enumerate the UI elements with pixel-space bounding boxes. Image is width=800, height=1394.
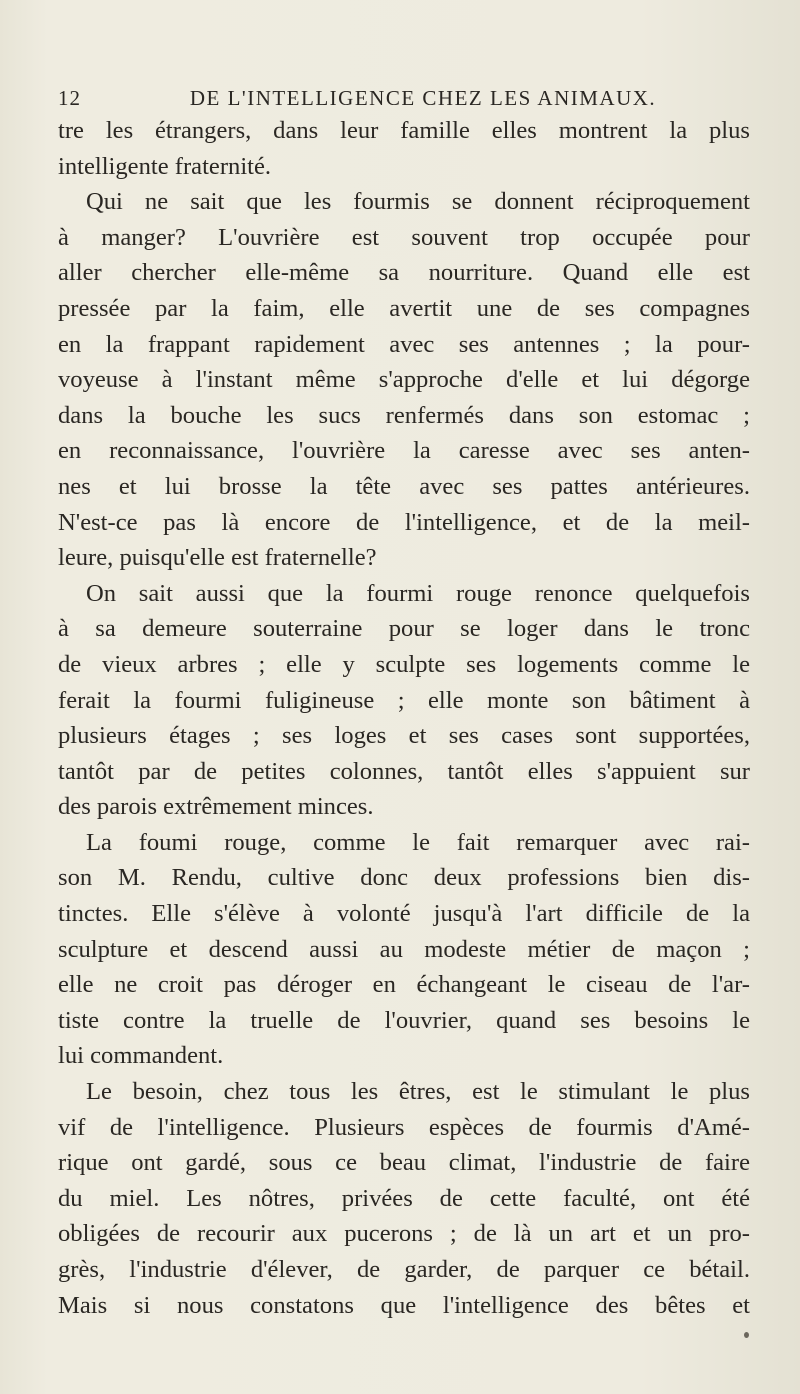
text-line: plusieurs étages ; ses loges et ses cases sont supportées, <box>58 722 750 750</box>
text-line: de vieux arbres ; elle y sculpte ses logements comme le <box>58 650 750 678</box>
text-line: tantôt par de petites colonnes, tantôt elles s'appuient sur <box>58 757 750 785</box>
text-line: des parois extrêmement minces. <box>58 793 374 821</box>
text-line: rique ont gardé, sous ce beau climat, l'industrie de faire <box>58 1149 750 1177</box>
text-line: en reconnaissance, l'ouvrière la caresse avec ses anten- <box>58 437 750 465</box>
text-line: en la frappant rapidement avec ses antennes ; la pour- <box>58 330 750 358</box>
text-line: à sa demeure souterraine pour se loger dans le tronc <box>58 615 750 643</box>
text-line: tre les étrangers, dans leur famille elles montrent la plus <box>58 117 750 144</box>
text-line: grès, l'industrie d'élever, de garder, de parquer ce bétail. <box>58 1256 750 1283</box>
text-line: dans la bouche les sucs renfermés dans son estomac ; <box>58 401 750 429</box>
running-head: DE L'INTELLIGENCE CHEZ LES ANIMAUX. <box>189 86 657 110</box>
page-number: 12 <box>58 86 81 110</box>
text-line: lui commandent. <box>58 1042 224 1070</box>
text-line: elle ne croit pas déroger en échangeant le ciseau de l'ar- <box>58 971 750 999</box>
page-header <box>58 86 748 112</box>
text-line: ferait la fourmi fuligineuse ; elle monte son bâtiment à <box>58 686 750 714</box>
text-line: voyeuse à l'instant même s'approche d'elle et lui dégorge <box>58 366 750 394</box>
text-line: à manger? L'ouvrière est souvent trop occupée pour <box>58 223 750 251</box>
text-line: vif de l'intelligence. Plusieurs espèces de fourmis d'Amé- <box>58 1113 750 1141</box>
text-line: obligées de recourir aux pucerons ; de là un art et un pro- <box>58 1220 750 1248</box>
text-line: du miel. Les nôtres, privées de cette faculté, ont été <box>58 1184 750 1212</box>
text-line: nes et lui brosse la tête avec ses pattes antérieures. <box>58 472 750 500</box>
text-line: son M. Rendu, cultive donc deux professions bien dis- <box>58 864 750 892</box>
text-line: La foumi rouge, comme le fait remarquer avec rai- <box>86 828 750 856</box>
text-line: On sait aussi que la fourmi rouge renonce quelquefois <box>86 579 750 607</box>
body-text <box>58 113 750 1323</box>
text-line: leure, puisqu'elle est fraternelle? <box>58 544 377 572</box>
text-line: aller chercher elle-même sa nourriture. Quand elle est <box>58 259 750 287</box>
text-line: Mais si nous constatons que l'intelligence des bêtes et <box>58 1291 750 1319</box>
text-line: sculpture et descend aussi au modeste métier de maçon ; <box>58 935 750 963</box>
text-line: tiste contre la truelle de l'ouvrier, quand ses besoins le <box>58 1006 750 1034</box>
text-line: N'est-ce pas là encore de l'intelligence, et de la meil- <box>58 508 750 536</box>
text-line: intelligente fraternité. <box>58 152 272 180</box>
text-line: tinctes. Elle s'élève à volonté jusqu'à l'art difficile de la <box>58 900 750 928</box>
text-line: Le besoin, chez tous les êtres, est le stimulant le plus <box>86 1078 750 1106</box>
ink-speck <box>744 1332 749 1338</box>
text-line: Qui ne sait que les fourmis se donnent réciproquement <box>86 188 750 216</box>
text-line: pressée par la faim, elle avertit une de ses compagnes <box>58 294 750 322</box>
